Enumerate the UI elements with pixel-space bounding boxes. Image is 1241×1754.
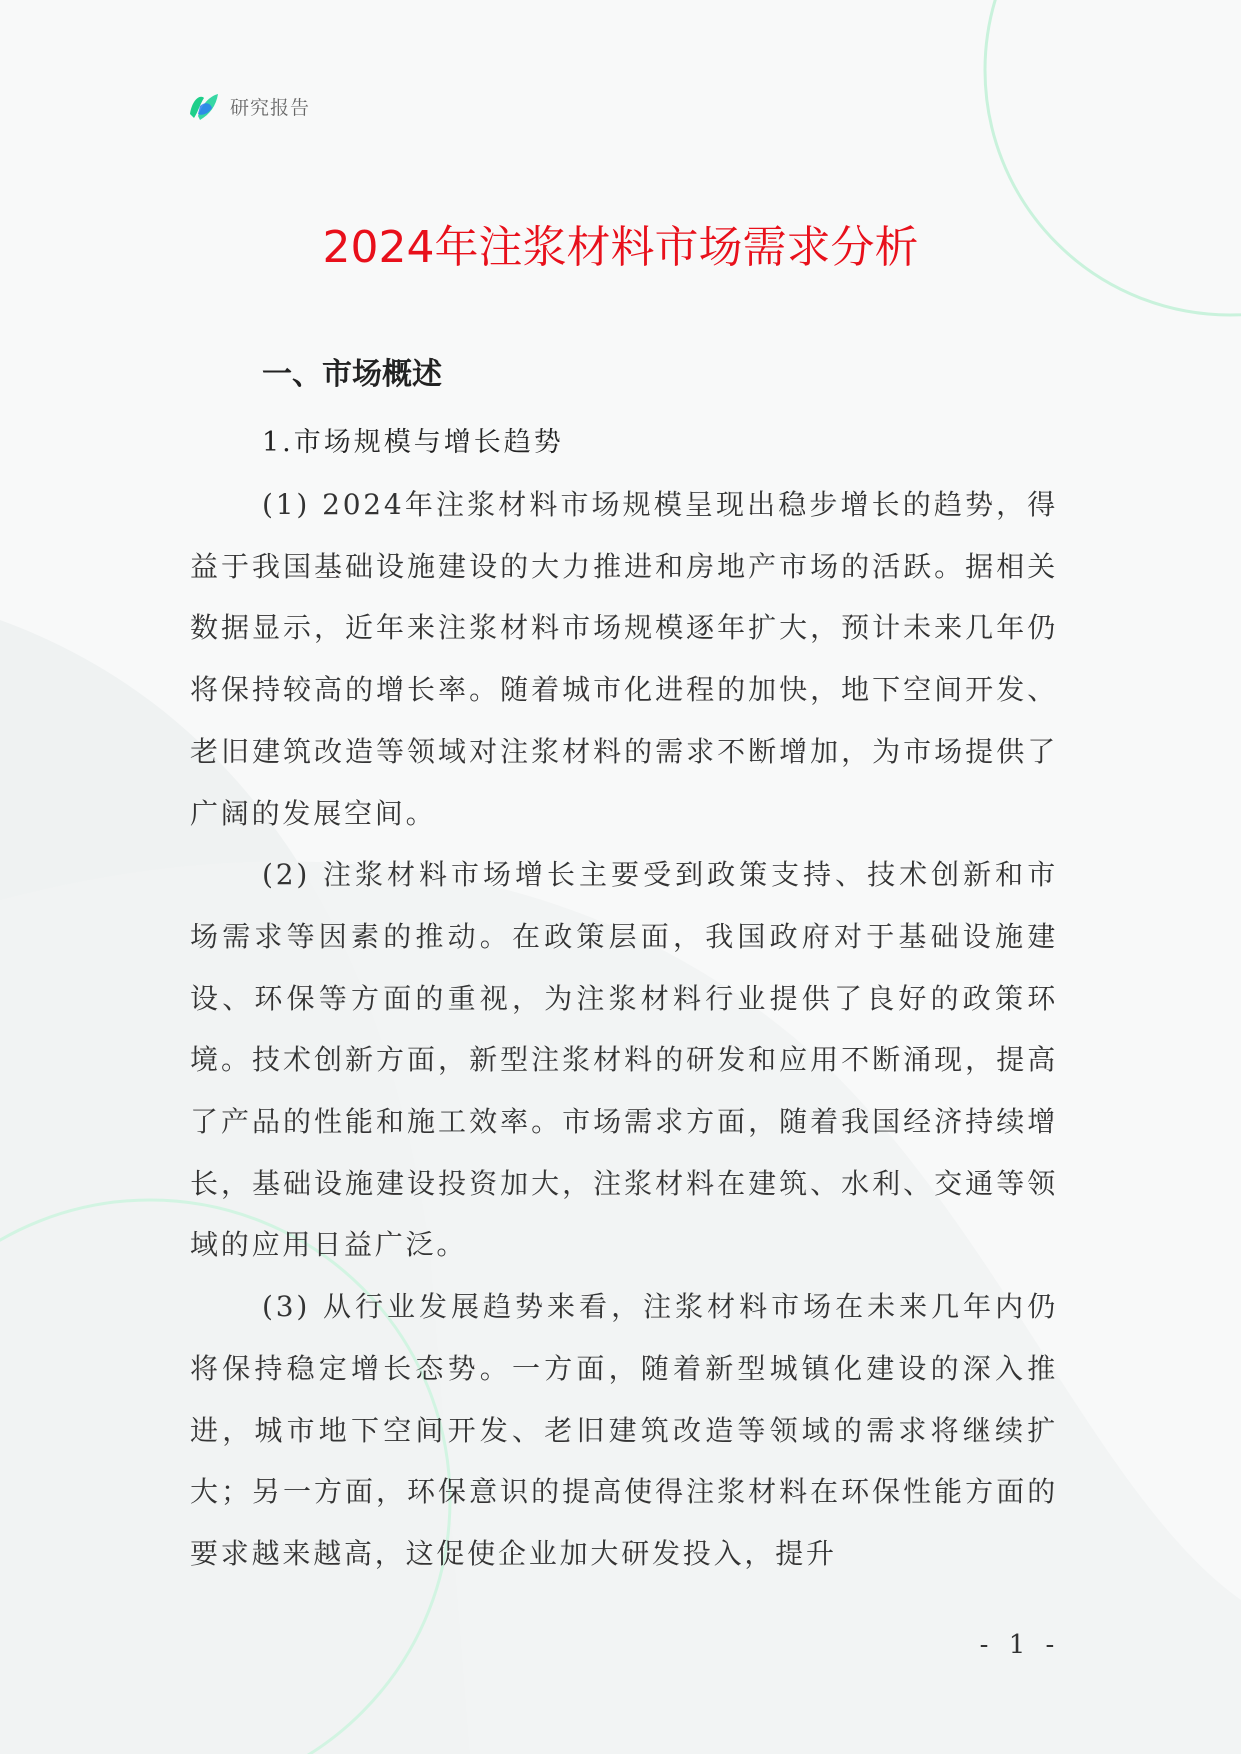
section-heading: 一、市场概述 — [262, 357, 442, 392]
paragraph: (1) 2024年注浆材料市场规模呈现出稳步增长的趋势，得益于我国基础设施建设的大力推进和房地产市场的活跃。据相关数据显示，近年来注浆材料市场规模逐年扩大，预计未来几年仍将保持较高的增长率。随着城市化进程的加快，地下空间开发、老旧建筑改造等领域对注浆材料的需求不断增加，为市场提供了广阔的发展空间。 — [190, 488, 1058, 830]
header-label: 研究报告 — [230, 96, 311, 119]
report-header — [186, 86, 310, 126]
leaf-logo-icon — [186, 88, 222, 124]
paragraph: (3) 从行业发展趋势来看，注浆材料市场在未来几年内仍将保持稳定增长态势。一方面，随着新型城镇化建设的深入推进，城市地下空间开发、老旧建筑改造等领域的需求将继续扩大；另一方面，环保意识的提高使得注浆材料在环保性能方面的要求越来越高，这促使企业加大研发投入，提升 — [190, 1290, 1058, 1570]
document-body — [190, 350, 1058, 1585]
document-title: 2024年注浆材料市场需求分析 — [322, 222, 919, 273]
paragraph: (2) 注浆材料市场增长主要受到政策支持、技术创新和市场需求等因素的推动。在政策层面，我国政府对于基础设施建设、环保等方面的重视，为注浆材料行业提供了良好的政策环境。技术创新方面，新型注浆材料的研发和应用不断涌现，提高了产品的性能和施工效率。市场需求方面，随着我国经济持续增长，基础设施建设投资加大，注浆材料在建筑、水利、交通等领域的应用日益广泛。 — [190, 858, 1058, 1262]
page-number: - 1 - — [979, 1630, 1061, 1660]
subsection-heading: 1.市场规模与增长趋势 — [262, 427, 564, 458]
